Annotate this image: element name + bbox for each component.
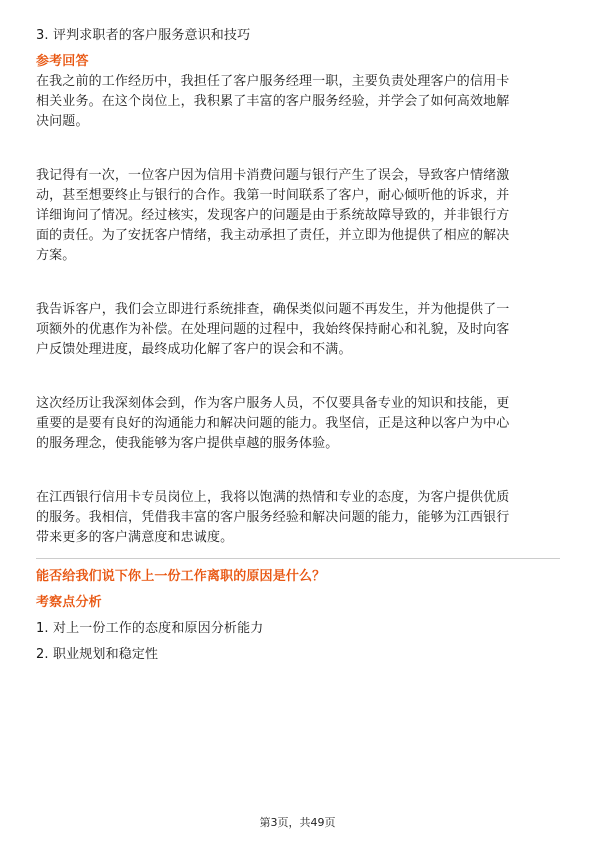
paragraph-line: 的服务理念，使我能够为客户提供卓越的服务体验。 bbox=[36, 436, 339, 451]
analysis-point: 2. 职业规划和稳定性 bbox=[36, 647, 159, 662]
question-heading: 3. 评判求职者的客户服务意识和技巧 bbox=[36, 28, 251, 43]
paragraph-line: 户反馈处理进度，最终成功化解了客户的误会和不满。 bbox=[36, 342, 352, 357]
section-divider bbox=[36, 558, 560, 559]
answer-paragraph bbox=[36, 300, 560, 360]
answer-paragraph bbox=[36, 72, 560, 132]
paragraph-line: 动，甚至想要终止与银行的合作。我第一时间联系了客户，耐心倾听他的诉求，并 bbox=[36, 188, 510, 203]
paragraph-line: 面的责任。为了安抚客户情绪，我主动承担了责任，并立即为他提供了相应的解决 bbox=[36, 228, 510, 243]
paragraph-line: 方案。 bbox=[36, 248, 76, 263]
paragraph-line: 在江西银行信用卡专员岗位上，我将以饱满的热情和专业的态度，为客户提供优质 bbox=[36, 490, 510, 505]
next-question-heading: 能否给我们说下你上一份工作离职的原因是什么？ bbox=[36, 569, 326, 584]
answer-paragraph bbox=[36, 488, 560, 548]
paragraph-line: 重要的是要有良好的沟通能力和解决问题的能力。我坚信，正是这种以客户为中心 bbox=[36, 416, 510, 431]
paragraph-line: 我告诉客户，我们会立即进行系统排查，确保类似问题不再发生，并为他提供了一 bbox=[36, 302, 510, 317]
answer-label: 参考回答 bbox=[36, 54, 89, 69]
paragraph-line: 这次经历让我深刻体会到，作为客户服务人员，不仅要具备专业的知识和技能，更 bbox=[36, 396, 510, 411]
answer-paragraph bbox=[36, 394, 560, 454]
paragraph-line: 带来更多的客户满意度和忠诚度。 bbox=[36, 530, 234, 545]
answer-paragraph bbox=[36, 166, 560, 266]
analysis-point: 1. 对上一份工作的态度和原因分析能力 bbox=[36, 621, 264, 636]
paragraph-line: 详细询问了情况。经过核实，发现客户的问题是由于系统故障导致的，并非银行方 bbox=[36, 208, 510, 223]
page-number: 第3页，共49页 bbox=[259, 816, 336, 829]
paragraph-line: 项额外的优惠作为补偿。在处理问题的过程中，我始终保持耐心和礼貌，及时向客 bbox=[36, 322, 510, 337]
paragraph-line: 在我之前的工作经历中，我担任了客户服务经理一职，主要负责处理客户的信用卡 bbox=[36, 74, 510, 89]
analysis-label: 考察点分析 bbox=[36, 595, 102, 610]
paragraph-line: 的服务。我相信，凭借我丰富的客户服务经验和解决问题的能力，能够为江西银行 bbox=[36, 510, 510, 525]
document-page bbox=[36, 26, 560, 665]
paragraph-line: 相关业务。在这个岗位上，我积累了丰富的客户服务经验，并学会了如何高效地解 bbox=[36, 94, 510, 109]
paragraph-line: 决问题。 bbox=[36, 114, 89, 129]
paragraph-line: 我记得有一次，一位客户因为信用卡消费问题与银行产生了误会，导致客户情绪激 bbox=[36, 168, 510, 183]
